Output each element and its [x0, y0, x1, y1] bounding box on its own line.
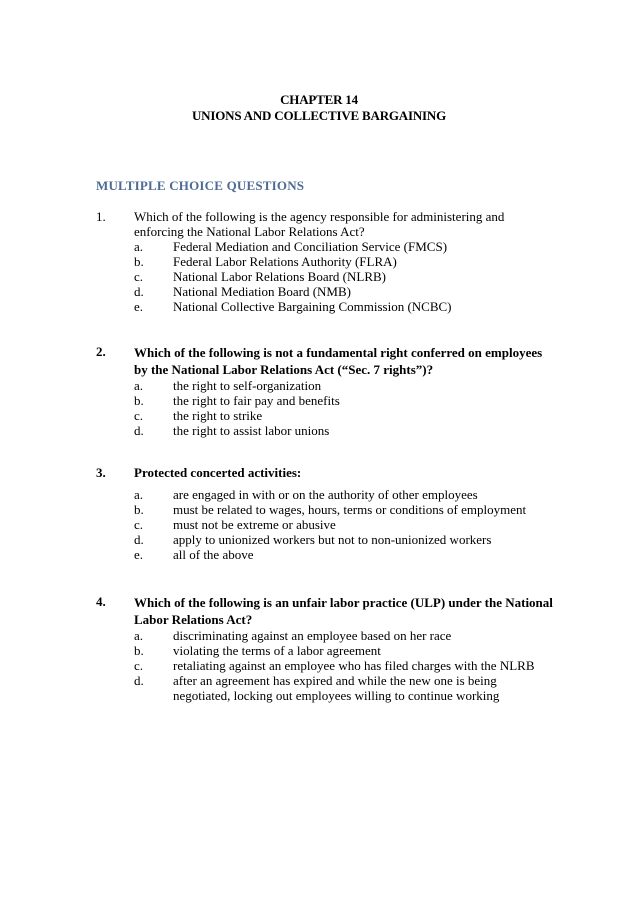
option-letter: a. — [134, 628, 144, 643]
option-text: must not be extreme or abusive — [173, 517, 336, 532]
question-3 — [96, 465, 556, 562]
option-d — [96, 532, 556, 547]
option-letter: c. — [134, 517, 144, 532]
question-text: Which of the following is not a fundamental right conferred on employees by the National Labor Relations Act (“Sec. 7 rights”)? — [134, 345, 543, 377]
option-letter: d. — [134, 423, 144, 438]
question-text: Which of the following is an unfair labor practice (ULP) under the National Labor Relations Act? — [134, 595, 553, 627]
option-c — [96, 408, 556, 423]
question-number: 2. — [96, 344, 106, 359]
question-text: Protected concerted activities: — [134, 465, 302, 480]
option-d — [96, 284, 556, 299]
option-d — [96, 673, 556, 703]
option-letter: a. — [134, 378, 144, 393]
option-letter: b. — [134, 502, 144, 517]
option-text: National Labor Relations Board (NLRB) — [173, 269, 387, 284]
option-d — [96, 423, 556, 438]
question-4 — [96, 594, 556, 703]
option-e — [96, 547, 556, 562]
option-text: violating the terms of a labor agreement — [173, 643, 381, 658]
chapter-title: UNIONS AND COLLECTIVE BARGAINING — [191, 108, 446, 123]
option-letter: e. — [134, 299, 144, 314]
option-letter: b. — [134, 393, 144, 408]
option-b — [96, 643, 556, 658]
option-text: the right to strike — [173, 408, 263, 423]
option-letter: c. — [134, 269, 144, 284]
option-a — [96, 239, 556, 254]
option-text: discriminating against an employee based on her race — [173, 628, 452, 643]
option-text: Federal Labor Relations Authority (FLRA) — [173, 254, 397, 269]
option-c — [96, 517, 556, 532]
option-a — [96, 487, 556, 502]
question-2 — [96, 344, 556, 438]
option-text: National Collective Bargaining Commission (NCBC) — [173, 299, 452, 314]
section-heading: MULTIPLE CHOICE QUESTIONS — [96, 178, 305, 193]
chapter-number: CHAPTER 14 — [280, 92, 358, 107]
option-letter: d. — [134, 532, 144, 547]
option-letter: d. — [134, 673, 144, 688]
option-letter: a. — [134, 239, 144, 254]
option-letter: c. — [134, 408, 144, 423]
option-b — [96, 393, 556, 408]
option-text: all of the above — [173, 547, 254, 562]
option-text: apply to unionized workers but not to non-unionized workers — [173, 532, 492, 547]
option-letter: c. — [134, 658, 144, 673]
option-a — [96, 378, 556, 393]
option-letter: e. — [134, 547, 144, 562]
option-a — [96, 628, 556, 643]
option-b — [96, 254, 556, 269]
question-number: 3. — [96, 465, 106, 480]
option-text: the right to self-organization — [173, 378, 322, 393]
question-1 — [96, 209, 556, 314]
option-text: Federal Mediation and Conciliation Service (FMCS) — [173, 239, 448, 254]
option-text: the right to assist labor unions — [173, 423, 330, 438]
option-text: after an agreement has expired and while the new one is being negotiated, locking out employees willing to continue working — [173, 673, 500, 703]
option-c — [96, 658, 556, 673]
option-text: retaliating against an employee who has filed charges with the NLRB — [173, 658, 535, 673]
question-number: 1. — [96, 209, 106, 224]
option-letter: d. — [134, 284, 144, 299]
option-letter: a. — [134, 487, 144, 502]
option-text: are engaged in with or on the authority of other employees — [173, 487, 478, 502]
option-letter: b. — [134, 643, 144, 658]
option-text: National Mediation Board (NMB) — [173, 284, 351, 299]
option-letter: b. — [134, 254, 144, 269]
option-text: the right to fair pay and benefits — [173, 393, 340, 408]
option-e — [96, 299, 556, 314]
question-text: Which of the following is the agency responsible for administering and enforcing the National Labor Relations Act? — [134, 209, 505, 239]
question-number: 4. — [96, 594, 106, 609]
option-b — [96, 502, 556, 517]
option-text: must be related to wages, hours, terms or conditions of employment — [173, 502, 527, 517]
option-c — [96, 269, 556, 284]
